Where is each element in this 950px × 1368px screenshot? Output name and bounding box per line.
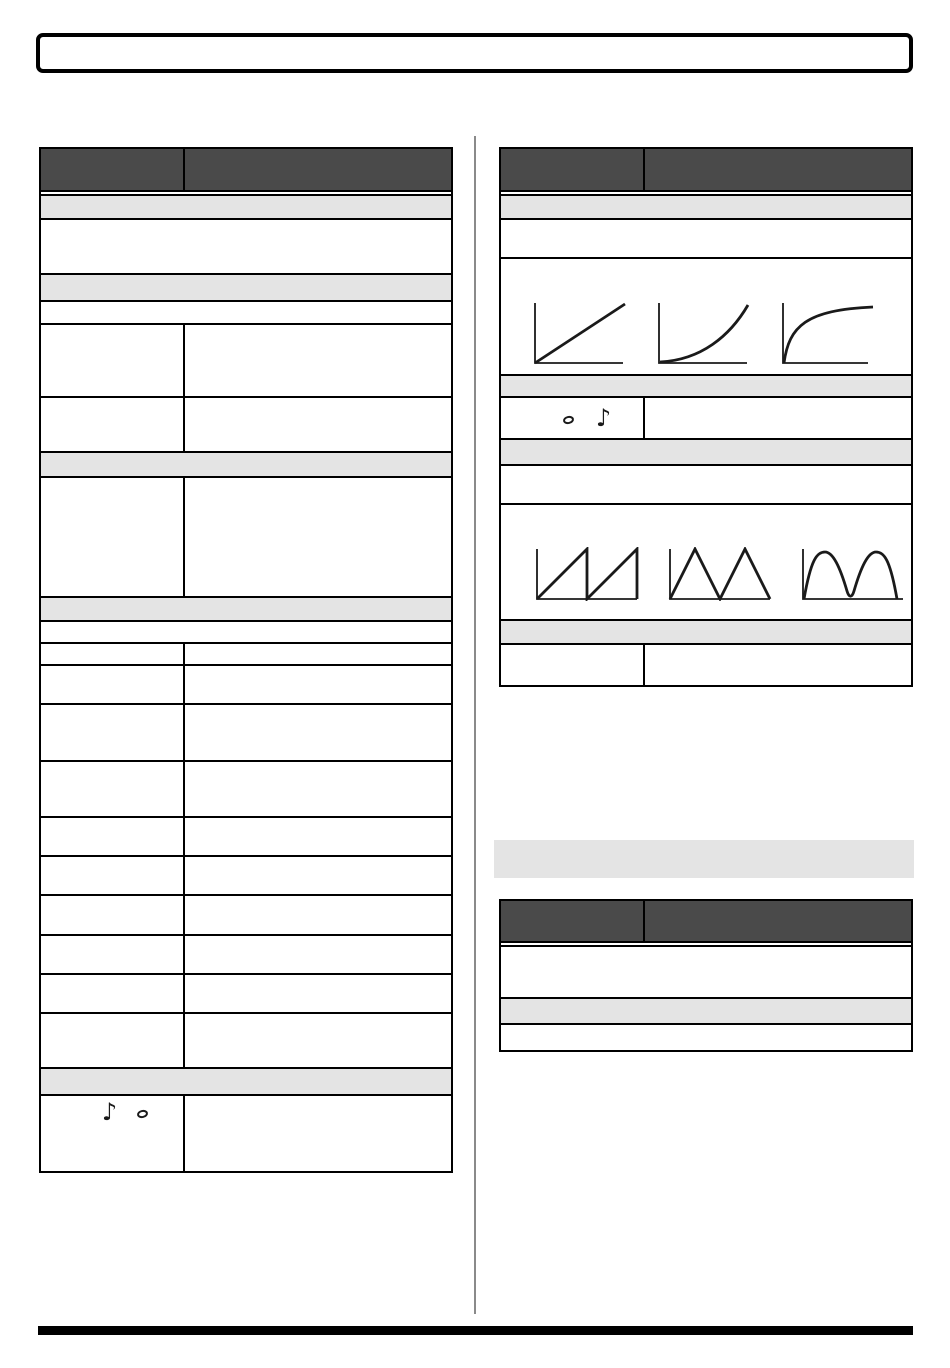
table-cell-left <box>41 325 185 396</box>
table-row-cells <box>41 478 451 598</box>
table-row-cells <box>41 975 451 1014</box>
table-cell-left <box>41 936 185 973</box>
table-row-band <box>41 598 451 622</box>
table-cell-left <box>41 478 185 596</box>
eighth-note-icon: ♪ <box>595 404 612 432</box>
table-row-full <box>41 622 451 644</box>
table-row-band <box>41 275 451 302</box>
table-cell-left <box>501 645 645 685</box>
table-cell-right <box>185 1014 451 1067</box>
table-row-band <box>501 999 911 1025</box>
table-row-cells <box>41 705 451 762</box>
axes <box>670 549 770 599</box>
exponential-curve-diagram <box>656 302 750 366</box>
table-row-band <box>41 453 451 478</box>
table-cell-right <box>185 936 451 973</box>
table-row-header <box>41 149 451 192</box>
table-row-waves <box>501 505 911 621</box>
table-cell-right <box>185 644 451 664</box>
table-row-header <box>501 901 911 943</box>
table-cell-right <box>185 1096 451 1171</box>
exponential-trace <box>660 305 748 362</box>
title-box <box>36 33 913 73</box>
table-cell-right <box>185 398 451 451</box>
table-cell-left <box>501 398 645 438</box>
table-cell-right <box>645 645 911 685</box>
table-row-band <box>41 196 451 220</box>
table-row-full <box>41 220 451 275</box>
footer-rule <box>38 1326 913 1335</box>
parameter-table-left <box>39 147 453 1173</box>
table-row-cells <box>501 398 911 440</box>
table-cell-left <box>41 896 185 934</box>
table-row-cells <box>41 1014 451 1069</box>
table-row-band <box>41 1069 451 1096</box>
parameter-table-right-top <box>499 147 913 687</box>
table-cell-left <box>41 857 185 894</box>
table-cell-right <box>185 705 451 760</box>
table-row-cells <box>41 325 451 398</box>
table-row-cells <box>41 398 451 453</box>
table-cell-right <box>185 896 451 934</box>
table-cell-left <box>41 818 185 855</box>
table-row-cells <box>41 896 451 936</box>
table-row-curves <box>501 259 911 376</box>
table-cell-left <box>41 398 185 451</box>
table-cell-right <box>185 975 451 1012</box>
table-cell-right <box>185 325 451 396</box>
table-row-cells <box>41 762 451 818</box>
table-cell-right <box>185 478 451 596</box>
table-row-band <box>501 196 911 220</box>
table-cell-left <box>41 1096 185 1171</box>
table-row-cells <box>41 857 451 896</box>
sawtooth-wave-diagram <box>535 547 639 601</box>
table-row-full <box>501 466 911 505</box>
table-row-band <box>501 376 911 398</box>
table-row-full <box>501 947 911 999</box>
table-row-band <box>501 621 911 645</box>
table-row-full <box>501 1025 911 1050</box>
table-cell-right <box>185 666 451 703</box>
triangle-wave-diagram <box>668 547 772 601</box>
whole-note-icon <box>136 1109 148 1119</box>
section-heading-band <box>494 840 914 878</box>
linear-trace <box>535 304 625 363</box>
table-cell-left <box>41 705 185 760</box>
table-row-header <box>501 149 911 192</box>
table-cell-left <box>41 762 185 816</box>
table-row-cells <box>41 666 451 705</box>
table-cell-left <box>41 644 185 664</box>
table-cell-right <box>185 818 451 855</box>
whole-note-icon <box>562 414 574 424</box>
table-row-cells <box>41 936 451 975</box>
sine-wave-diagram <box>801 547 905 601</box>
table-row-band <box>501 440 911 466</box>
table-cell-left <box>41 975 185 1012</box>
sine-trace <box>804 552 897 599</box>
sawtooth-trace <box>537 549 637 599</box>
table-row-cells <box>41 644 451 666</box>
triangle-trace <box>670 549 770 599</box>
table-cell-right <box>185 762 451 816</box>
table-cell-left <box>41 1014 185 1067</box>
table-row-cells <box>41 818 451 857</box>
table-row-cells <box>41 1096 451 1171</box>
column-divider <box>474 136 476 1314</box>
linear-curve-diagram <box>532 302 626 366</box>
table-row-cells <box>501 645 911 685</box>
table-cell-right <box>185 857 451 894</box>
table-row-full <box>41 302 451 325</box>
table-cell-right <box>645 398 911 438</box>
eighth-note-icon: ♪ <box>101 1098 118 1126</box>
table-row-full <box>501 220 911 259</box>
logarithmic-trace <box>784 307 873 363</box>
table-cell-left <box>41 666 185 703</box>
logarithmic-curve-diagram <box>780 302 874 366</box>
axes <box>659 303 747 363</box>
parameter-table-right-bottom <box>499 899 913 1052</box>
